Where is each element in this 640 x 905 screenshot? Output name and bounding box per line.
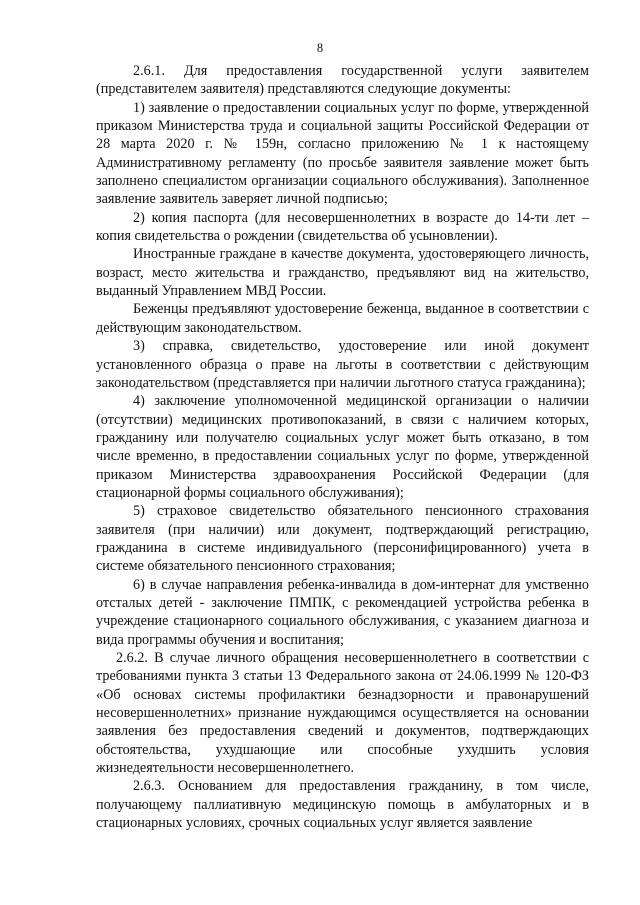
paragraph-item-3-certificate: 3) справка, свидетельство, удостоверение или иной документ установленного образца о праве на льготы в соответствии с действующим законодательством (представляется при наличии льготного статуса гражданина); <box>96 338 589 391</box>
paragraph-item-4-medical-conclusion: 4) заключение уполномоченной медицинской организации о наличии (отсутствии) медицинских противопоказаний, в связи с наличием которых, гражданину или получателю социальных услуг может быть отказано, в том числе временно, в предоставлении социальных услуг по форме, утвержденной приказом Министерства здравоохранения Российской Федерации (для стационарной формы социального обслуживания); <box>96 393 589 501</box>
document-body <box>96 62 589 832</box>
paragraph-item-6-pmpk: 6) в случае направления ребенка-инвалида в дом-интернат для умственно отсталых детей - заключение ПМПК, с рекомендацией устройства ребенка в учреждение стационарного социального обслуживания, с указанием диагноза и вида программы обучения и воспитания; <box>96 576 589 648</box>
paragraph-item-1-application: 1) заявление о предоставлении социальных услуг по форме, утвержденной приказом Министерства труда и социальной защиты Российской Федерации от 28 марта 2020 г. № 159н, согласно приложению № 1 к настоящему Административному регламенту (по просьбе заявителя заявление может быть заполнено специалистом организации социального обслуживания). Заполненное заявление заявитель заверяет личной подписью; <box>96 99 589 208</box>
paragraph-2-6-1: 2.6.1. Для предоставления государственной услуги заявителем (представителем заявителя) представляются следующие документы: <box>96 63 589 98</box>
paragraph-item-5-insurance: 5) страховое свидетельство обязательного пенсионного страхования заявителя (при наличии) или документ, подтверждающий регистрацию, гражданина в системе индивидуального (персонифицированного) учета в системе обязательного пенсионного страхования; <box>96 503 589 575</box>
paragraph-refugees: Беженцы предъявляют удостоверение беженца, выданное в соответствии с действующим законодательством. <box>96 301 589 336</box>
paragraph-2-6-2: 2.6.2. В случае личного обращения несовершеннолетнего в соответствии с требованиями пункта 3 статьи 13 Федерального закона от 24.06.1999 № 120-ФЗ «Об основах системы профилактики безнадзорности и правонарушений несовершеннолетних» признание нуждающимся осуществляется на основании заявления без предоставления сведений и документов, подтверждающих обстоятельства, ухудшающие или способные ухудшить условия жизнедеятельности несовершеннолетнего. <box>96 650 589 777</box>
paragraph-foreign-citizens: Иностранные граждане в качестве документа, удостоверяющего личность, возраст, место жительства и гражданство, предъявляют вид на жительство, выданный Управлением МВД России. <box>96 246 589 300</box>
paragraph-2-6-3: 2.6.3. Основанием для предоставления гражданину, в том числе, получающему паллиативную медицинскую помощь в амбулаторных и в стационарных условиях, срочных социальных услуг является заявление <box>96 778 589 832</box>
paragraph-item-2-passport: 2) копия паспорта (для несовершеннолетних в возрасте до 14-ти лет – копия свидетельства о рождении (свидетельства об усыновлении). <box>96 209 589 245</box>
page-number: 8 <box>316 41 324 55</box>
